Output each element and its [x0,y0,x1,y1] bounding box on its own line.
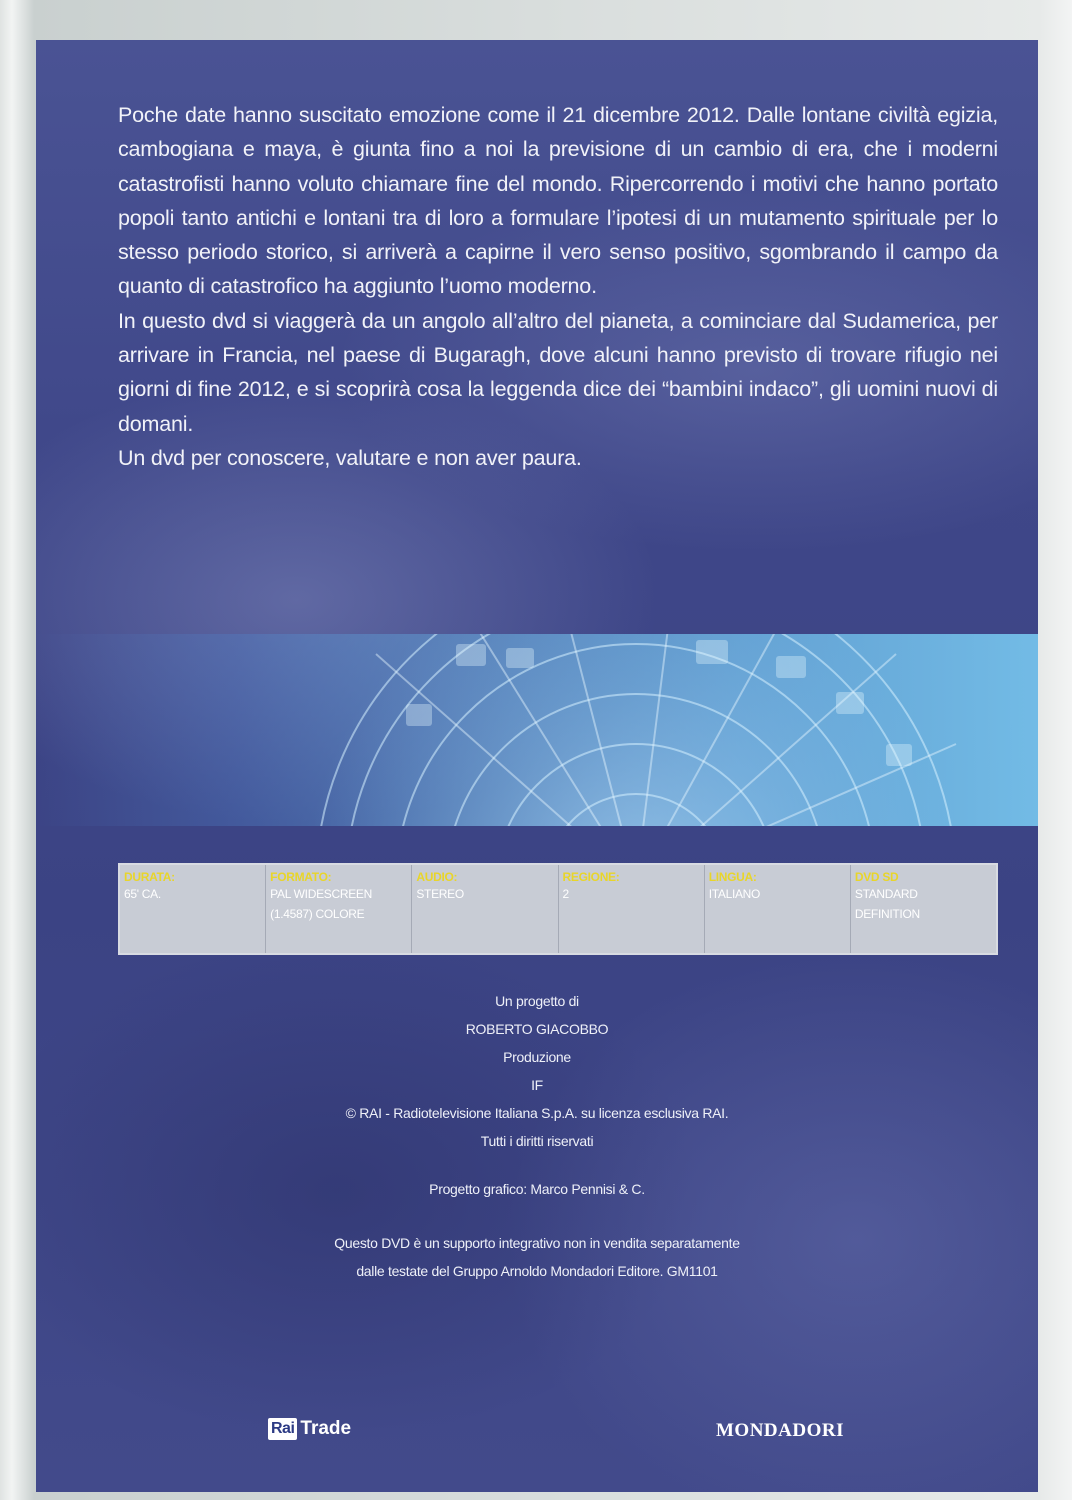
rai-logo-box: Rai [268,1418,297,1440]
credit-production-label: Produzione [503,1049,571,1065]
spec-dvd-sd [851,865,996,953]
credit-producer: IF [531,1077,543,1093]
description-paragraph-3: Un dvd per conoscere, valutare e non aver paura. [118,445,582,470]
spec-durata [120,865,266,953]
rai-trade-text: Trade [300,1418,352,1439]
rai-trade-logo [268,1418,351,1440]
spec-value: ITALIANO [708,887,761,901]
spec-lingua [705,865,851,953]
description-text [118,98,998,475]
spec-value: 2 [562,887,569,901]
dvd-back-cover [36,40,1038,1492]
mayan-calendar-image [76,634,1038,826]
spec-value: STANDARD DEFINITION [854,887,920,921]
spec-audio [412,865,558,953]
copyright-line: © RAI - Radiotelevisione Italiana S.p.A. su licenza esclusiva RAI. [345,1105,729,1121]
credit-author: ROBERTO GIACOBBO [465,1021,609,1037]
disclaimer-line-1: Questo DVD è un supporto integrativo non in vendita separatamente [334,1235,740,1251]
disclaimer-line-2: dalle testate del Gruppo Arnoldo Mondadori Editore. GM1101 [356,1263,718,1279]
description-paragraph-1: Poche date hanno suscitato emozione come il 21 dicembre 2012. Dalle lontane civiltà egizia, cambogiana e maya, è giunta fino a noi la previsione di un cambio di era, che i moderni catastrofisti hanno voluto chiamare fine del mondo. Ripercorrendo i motivi che hanno portato popoli tanto antichi e lontani tra di loro a formulare l’ipotesi di un mutamento spirituale per lo stesso periodo storico, si arriverà a capirne il vero senso positivo, sgombrando il campo da quanto di catastrofico ha aggiunto l’uomo moderno. [118,103,998,299]
mayan-calendar-band [36,634,1038,826]
spec-label: AUDIO: [416,870,458,884]
spec-regione [559,865,705,953]
rights-reserved: Tutti i diritti riservati [480,1133,594,1149]
spec-label: LINGUA: [708,870,757,884]
spec-value: PAL WIDESCREEN (1.4587) COLORE [270,887,372,921]
spec-label: FORMATO: [270,870,332,884]
spec-value: STEREO [416,887,464,901]
mondadori-logo: MONDADORI [716,1420,844,1441]
graphic-design-credit: Progetto grafico: Marco Pennisi & C. [429,1181,645,1197]
dvd-specs-table [118,863,998,955]
spec-value: 65' CA. [124,887,161,901]
spec-label: REGIONE: [562,870,620,884]
credit-project-label: Un progetto di [495,993,579,1009]
spec-formato [266,865,412,953]
spec-label: DURATA: [124,870,175,884]
description-paragraph-2: In questo dvd si viaggerà da un angolo all’altro del pianeta, a cominciare dal Sudamerica, per arrivare in Francia, nel paese di Bugaragh, dove alcuni hanno previsto di trovare rifugio nei giorni di fine 2012, e si scoprirà cosa la leggenda dice dei “bambini indaco”, gli uomini nuovi di domani. [118,308,998,436]
spec-label: DVD SD [854,870,899,884]
credits-block [36,987,1038,1285]
